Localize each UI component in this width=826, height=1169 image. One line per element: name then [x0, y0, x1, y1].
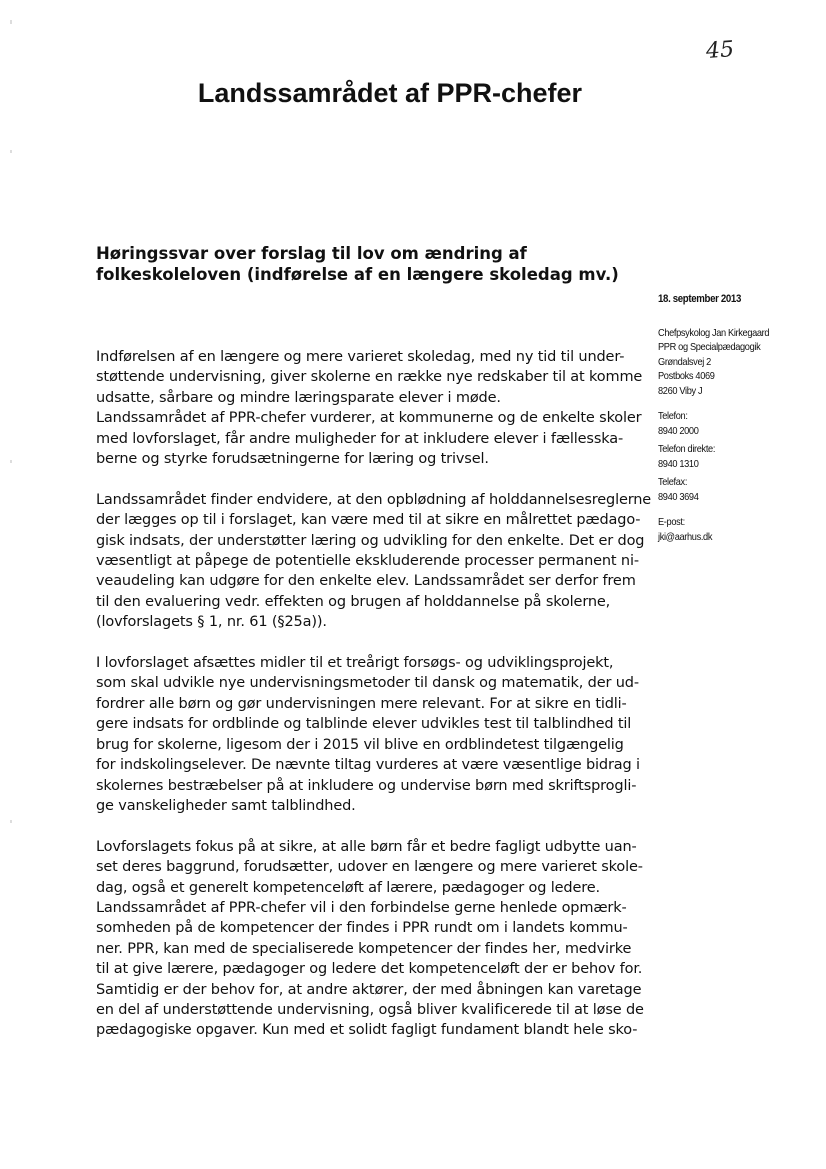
- address-line: Chefpsykolog Jan Kirkegaard: [658, 326, 770, 339]
- text-line: udsatte, sårbare og mindre læringsparate elever i møde.: [96, 389, 501, 406]
- contact-value: jki@aarhus.dk: [658, 530, 713, 543]
- text-line: Landssamrådet af PPR-chefer vurderer, at kommunerne og de enkelte skoler: [96, 410, 642, 427]
- text-line: for indskolingselever. De nævnte tiltag vurderes at være væsentlige bidrag i: [96, 757, 640, 774]
- address-line: Grøndalsvej 2: [658, 355, 711, 368]
- letter-subject: [96, 243, 636, 285]
- contact-label: Telefax:: [658, 476, 688, 488]
- letter-date: 18. september 2013: [658, 293, 741, 305]
- scan-edge-mark: [10, 20, 12, 24]
- text-line: set deres baggrund, forudsætter, udover en længere og mere varieret skole-: [96, 859, 643, 876]
- text-line: væsentligt at påpege de potentielle ekskluderende processer permanent ni-: [96, 553, 639, 570]
- text-line: brug for skolerne, ligesom der i 2015 vil blive en ordblindetest tilgængelig: [96, 736, 624, 753]
- contact-label: Telefon direkte:: [658, 443, 716, 455]
- text-line: ge vanskeligheder samt talblindhed.: [96, 797, 356, 814]
- letter-body: [96, 347, 652, 1061]
- text-line: skolernes bestræbelser på at inkludere og undervise børn med skriftsprogli-: [96, 777, 637, 794]
- contact-value: 8940 3694: [658, 490, 699, 503]
- sender-info-sidebar: [658, 292, 799, 544]
- text-line: berne og styrke forudsætningerne for læring og trivsel.: [96, 451, 489, 468]
- text-line: dag, også et generelt kompetenceløft af lærere, pædagoger og ledere.: [96, 879, 600, 896]
- paragraph: [96, 837, 644, 1041]
- contact-phone: [658, 409, 799, 438]
- text-line: som skal udvikle nye undervisningsmetoder til dansk og matematik, der ud-: [96, 675, 639, 692]
- organization-title: Landssamrådet af PPR-chefer: [197, 78, 583, 108]
- text-line: somheden på de kompetencer der findes i PPR rundt om i landets kommu-: [96, 920, 628, 937]
- text-line: Lovforslagets fokus på at sikre, at alle børn får et bedre fagligt udbytte uan-: [96, 838, 637, 855]
- contact-email: [658, 515, 799, 544]
- address-line: 8260 Viby J: [658, 384, 703, 397]
- text-line: til den evaluering vedr. effekten og brugen af holddannelse på skolerne,: [96, 593, 611, 610]
- text-line: pædagogiske opgaver. Kun med et solidt fagligt fundament blandt hele sko-: [96, 1022, 638, 1039]
- text-line: fordrer alle børn og gør undervisningen mere relevant. For at sikre en tidli-: [96, 695, 627, 712]
- text-line: Landssamrådet af PPR-chefer vil i den forbindelse gerne henlede opmærk-: [96, 899, 627, 916]
- text-line: (lovforslagets § 1, nr. 61 (§25a)).: [96, 614, 327, 631]
- text-line: veaudeling kan udgøre for den enkelte elev. Landssamrådet ser derfor frem: [96, 573, 636, 590]
- text-line: en del af understøttende undervisning, også bliver kvalificerede til at løse de: [96, 1001, 644, 1018]
- contact-direct-phone: [658, 442, 799, 471]
- contact-fax: [658, 475, 799, 504]
- contact-value: 8940 2000: [658, 424, 699, 437]
- contact-label: E-post:: [658, 516, 685, 528]
- text-line: der lægges op til i forslaget, kan være med til at sikre en målrettet pædago-: [96, 512, 641, 529]
- paragraph: [96, 490, 652, 633]
- scan-edge-mark: [10, 150, 12, 153]
- text-line: med lovforslaget, får andre muligheder for at inkludere elever i fællesska-: [96, 430, 624, 447]
- text-line: Samtidig er der behov for, at andre aktører, der med åbningen kan varetage: [96, 981, 642, 998]
- address-line: PPR og Specialpædagogik: [658, 341, 761, 353]
- subject-line: folkeskoleloven (indførelse af en længere skoledag mv.): [96, 265, 619, 284]
- sender-address: [658, 326, 799, 399]
- text-line: ner. PPR, kan med de specialiserede kompetencer der findes her, medvirke: [96, 940, 632, 957]
- contact-value: 8940 1310: [658, 457, 699, 470]
- text-line: Landssamrådet finder endvidere, at den opblødning af holddannelsesreglerne: [96, 491, 652, 508]
- text-line: støttende undervisning, giver skolerne en række nye redskaber til at komme: [96, 369, 643, 386]
- text-line: Indførelsen af en længere og mere varieret skoledag, med ny tid til under-: [96, 349, 625, 365]
- text-line: til at give lærere, pædagoger og ledere det kompetenceløft der er behov for.: [96, 961, 643, 978]
- handwritten-page-number: 45: [705, 37, 735, 64]
- text-line: gere indsats for ordblinde og talblinde elever udvikles test til talblindhed til: [96, 716, 632, 733]
- text-line: gisk indsats, der understøtter læring og udvikling for den enkelte. Det er dog: [96, 532, 645, 549]
- paragraph: [96, 347, 644, 469]
- text-line: I lovforslaget afsættes midler til et treårigt forsøgs- og udviklingsprojekt,: [96, 655, 614, 672]
- paragraph: [96, 653, 644, 816]
- scan-edge-mark: [10, 460, 12, 463]
- contact-label: Telefon:: [658, 410, 688, 422]
- scan-edge-mark: [10, 820, 12, 823]
- subject-line: Høringssvar over forslag til lov om ændring af: [96, 244, 527, 263]
- address-line: Postboks 4069: [658, 370, 715, 382]
